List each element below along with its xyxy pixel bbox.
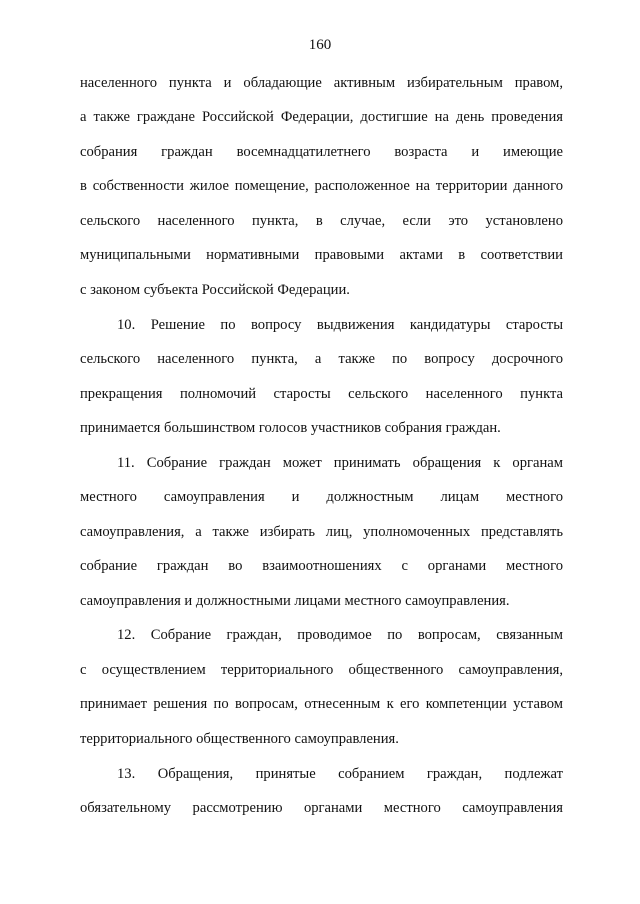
page-number: 160 <box>308 37 332 53</box>
text-line: 10. Решение по вопросу выдвижения кандидатуры старосты <box>117 317 563 333</box>
text-line: 13. Обращения, принятые собранием граждан, подлежат <box>117 766 563 782</box>
text-line: сельского населенного пункта, а также по вопросу досрочного <box>80 351 563 367</box>
text-line: населенного пункта и обладающие активным избирательным правом, <box>80 75 563 91</box>
text-line: муниципальными нормативными правовыми актами в соответствии <box>80 247 563 263</box>
text-line: сельского населенного пункта, в случае, если это установлено <box>80 213 563 229</box>
text-line: собрания граждан восемнадцатилетнего возраста и имеющие <box>80 144 563 160</box>
text-line: 12. Собрание граждан, проводимое по вопросам, связанным <box>117 627 563 643</box>
text-line: с осуществлением территориального общественного самоуправления, <box>80 662 563 678</box>
text-line: принимается большинством голосов участников собрания граждан. <box>80 420 501 436</box>
text-line: собрание граждан во взаимоотношениях с органами местного <box>80 558 563 574</box>
text-line: местного самоуправления и должностным лицам местного <box>80 489 563 505</box>
text-line: самоуправления и должностными лицами местного самоуправления. <box>80 593 510 609</box>
text-line: территориального общественного самоуправления. <box>80 731 399 747</box>
text-line: а также граждане Российской Федерации, достигшие на день проведения <box>80 109 563 125</box>
text-line: обязательному рассмотрению органами местного самоуправления <box>80 800 563 816</box>
text-line: прекращения полномочий старосты сельского населенного пункта <box>80 386 563 402</box>
text-line: самоуправления, а также избирать лиц, уполномоченных представлять <box>80 524 563 540</box>
text-line: 11. Собрание граждан может принимать обращения к органам <box>117 455 563 471</box>
text-line: с законом субъекта Российской Федерации. <box>80 282 350 298</box>
text-line: в собственности жилое помещение, расположенное на территории данного <box>80 178 563 194</box>
text-line: принимает решения по вопросам, отнесенным к его компетенции уставом <box>80 696 563 712</box>
